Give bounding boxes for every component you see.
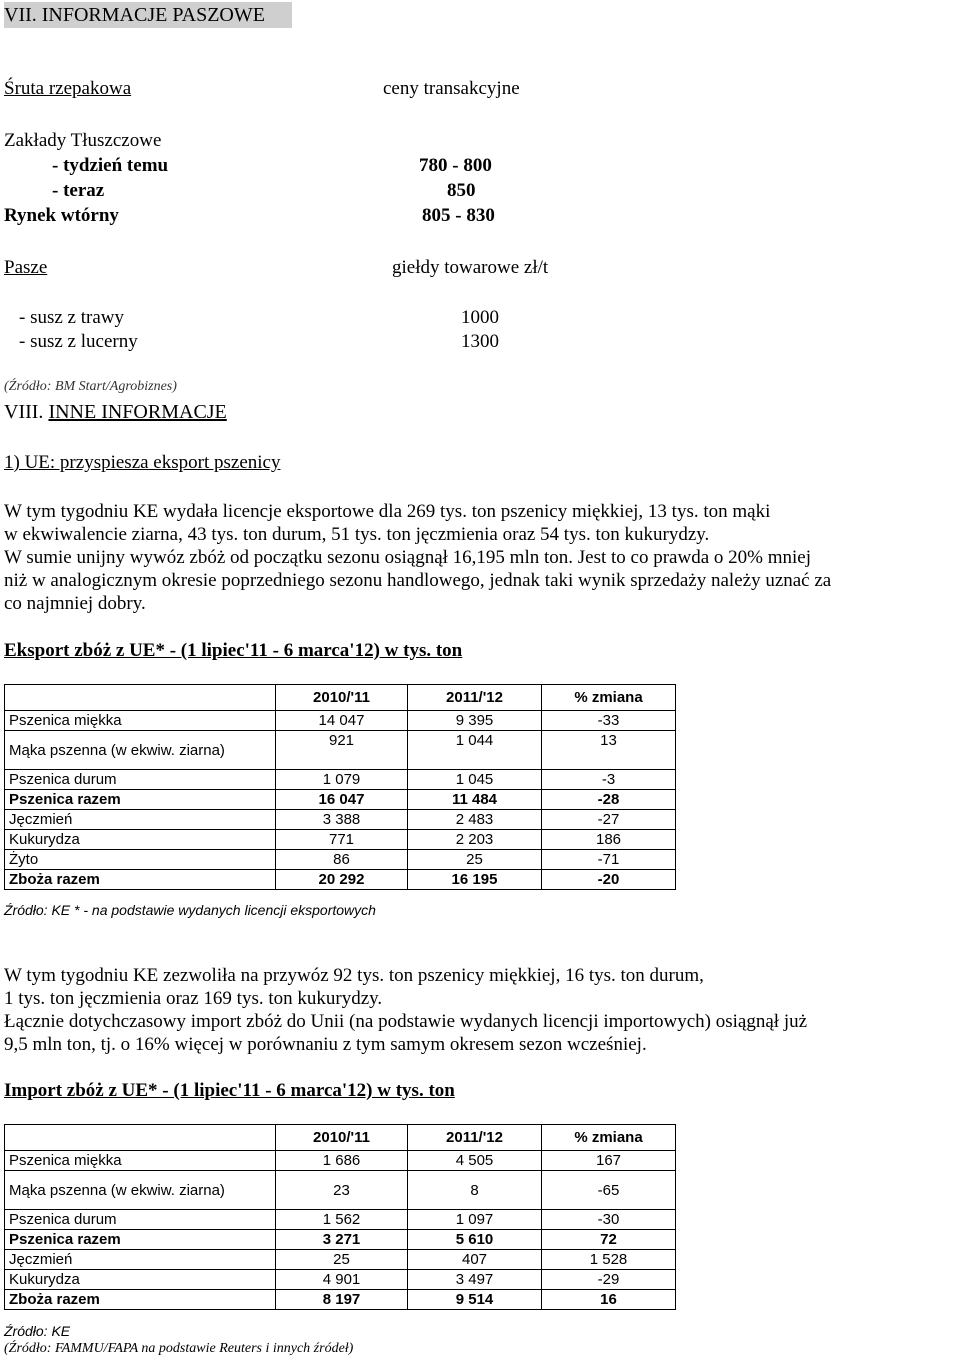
row-value: 1 686 xyxy=(276,1151,408,1171)
row-value: 1 097 xyxy=(408,1210,542,1230)
row-name: Mąka pszenna (w ekwiw. ziarna) xyxy=(5,731,276,770)
table-row xyxy=(5,810,676,830)
row-value: 11 484 xyxy=(408,790,542,810)
row-name: Pszenica razem xyxy=(5,790,276,810)
row-value: 3 271 xyxy=(276,1230,408,1250)
row-value: -71 xyxy=(542,850,676,870)
meal-subtitle: ceny transakcyjne xyxy=(383,78,520,99)
row-name: Pszenica razem xyxy=(5,1230,276,1250)
meal-plants-label: Zakłady Tłuszczowe xyxy=(4,130,162,151)
row-value: 1 044 xyxy=(408,731,542,770)
row-value: 2 203 xyxy=(408,830,542,850)
row-value: 72 xyxy=(542,1230,676,1250)
export-table-source: Źródło: KE * - na podstawie wydanych licencji eksportowych xyxy=(4,902,376,918)
table-row xyxy=(5,830,676,850)
section-viii-prefix: VIII. xyxy=(4,401,44,423)
news1-title: 1) UE: przyspiesza eksport pszenicy xyxy=(4,452,281,473)
row-value: 1 528 xyxy=(542,1250,676,1270)
header-cell: % zmiana xyxy=(542,685,676,711)
header-cell xyxy=(5,1125,276,1151)
news2-line: W tym tygodniu KE zezwoliła na przywóz 92 tys. ton pszenicy miękkiej, 16 tys. ton durum, xyxy=(4,965,704,986)
table-row xyxy=(5,1250,676,1270)
feed-title: Pasze xyxy=(4,257,48,278)
table-row xyxy=(5,1151,676,1171)
feed-row-grass-value: 1000 xyxy=(461,307,499,328)
news2-line: Łącznie dotychczasowy import zbóż do Unii (na podstawie wydanych licencji importowych) osiągnął już xyxy=(4,1011,808,1032)
import-table-title: Import zbóż z UE* - (1 lipiec'11 - 6 marca'12) w tys. ton xyxy=(4,1080,455,1101)
news1-line: w ekwiwalencie ziarna, 43 tys. ton durum, 51 tys. ton jęczmienia oraz 54 tys. ton kukurydzy. xyxy=(4,524,710,545)
import-table-source-2: (Źródło: FAMMU/FAPA na podstawie Reuters i innych źródeł) xyxy=(4,1341,354,1356)
row-name: Kukurydza xyxy=(5,830,276,850)
row-value: -65 xyxy=(542,1171,676,1210)
news1-line: co najmniej dobry. xyxy=(4,593,146,614)
row-value: 25 xyxy=(408,850,542,870)
news2-paragraph xyxy=(4,964,954,1056)
news1-line: W tym tygodniu KE wydała licencje eksportowe dla 269 tys. ton pszenicy miękkiej, 13 tys. ton mąki xyxy=(4,501,771,522)
row-value: -27 xyxy=(542,810,676,830)
section-vii-title: VII. INFORMACJE PASZOWE xyxy=(4,4,265,26)
row-name: Kukurydza xyxy=(5,1270,276,1290)
header-cell: 2010/'11 xyxy=(276,685,408,711)
news2-line: 1 tys. ton jęczmienia oraz 169 tys. ton kukurydzy. xyxy=(4,988,383,1009)
row-value: 13 xyxy=(542,731,676,770)
export-table-title: Eksport zbóż z UE* - (1 lipiec'11 - 6 marca'12) w tys. ton xyxy=(4,640,463,661)
export-table xyxy=(4,684,676,890)
meal-row-now-label: - teraz xyxy=(52,180,105,201)
row-value: 3 388 xyxy=(276,810,408,830)
row-value: 1 045 xyxy=(408,770,542,790)
table-row xyxy=(5,1270,676,1290)
row-value: 9 395 xyxy=(408,711,542,731)
table-row xyxy=(5,770,676,790)
import-table-source: Źródło: KE xyxy=(4,1323,71,1339)
header-cell: 2011/'12 xyxy=(408,1125,542,1151)
row-value: 771 xyxy=(276,830,408,850)
table-row xyxy=(5,1290,676,1310)
row-value: 186 xyxy=(542,830,676,850)
meal-title: Śruta rzepakowa xyxy=(4,78,132,99)
row-name: Pszenica miękka xyxy=(5,1151,276,1171)
feed-row-grass-label: - susz z trawy xyxy=(19,307,124,328)
table-header-row xyxy=(5,685,676,711)
row-name: Jęczmień xyxy=(5,810,276,830)
row-value: 2 483 xyxy=(408,810,542,830)
table-row xyxy=(5,850,676,870)
row-name: Pszenica durum xyxy=(5,770,276,790)
header-cell: % zmiana xyxy=(542,1125,676,1151)
row-value: 16 xyxy=(542,1290,676,1310)
row-value: 921 xyxy=(276,731,408,770)
row-value: -3 xyxy=(542,770,676,790)
header-cell: 2010/'11 xyxy=(276,1125,408,1151)
row-value: 8 197 xyxy=(276,1290,408,1310)
row-value: -28 xyxy=(542,790,676,810)
news1-paragraph xyxy=(4,500,954,615)
row-value: 1 079 xyxy=(276,770,408,790)
row-value: 5 610 xyxy=(408,1230,542,1250)
row-name: Jęczmień xyxy=(5,1250,276,1270)
news1-line: W sumie unijny wywóz zbóż od początku sezonu osiągnął 16,195 mln ton. Jest to co prawda o 20% mniej xyxy=(4,547,811,568)
row-value: 4 505 xyxy=(408,1151,542,1171)
row-value: -20 xyxy=(542,870,676,890)
news1-line: niż w analogicznym okresie poprzedniego sezonu handlowego, jednak taki wynik sprzedaży należy uznać za xyxy=(4,570,832,591)
row-value: -33 xyxy=(542,711,676,731)
import-table xyxy=(4,1124,676,1310)
table-row xyxy=(5,1230,676,1250)
row-value: 9 514 xyxy=(408,1290,542,1310)
row-value: 86 xyxy=(276,850,408,870)
row-name: Zboża razem xyxy=(5,1290,276,1310)
table-row xyxy=(5,711,676,731)
table-row xyxy=(5,870,676,890)
row-value: 167 xyxy=(542,1151,676,1171)
news2-line: 9,5 mln ton, tj. o 16% więcej w porównaniu z tym samym okresem sezon wcześniej. xyxy=(4,1034,647,1055)
row-name: Mąka pszenna (w ekwiw. ziarna) xyxy=(5,1171,276,1210)
row-value: 1 562 xyxy=(276,1210,408,1230)
table-row xyxy=(5,1171,676,1210)
row-value: 25 xyxy=(276,1250,408,1270)
row-value: 4 901 xyxy=(276,1270,408,1290)
feed-row-lucerne-value: 1300 xyxy=(461,331,499,352)
header-cell xyxy=(5,685,276,711)
section-vii-header xyxy=(4,2,292,28)
row-value: 14 047 xyxy=(276,711,408,731)
meal-row-now-value: 850 xyxy=(447,180,476,201)
row-value: -30 xyxy=(542,1210,676,1230)
row-value: 16 195 xyxy=(408,870,542,890)
section-viii-title: INNE INFORMACJE xyxy=(48,401,227,423)
table-row xyxy=(5,1210,676,1230)
row-value: -29 xyxy=(542,1270,676,1290)
row-name: Zboża razem xyxy=(5,870,276,890)
meal-secondary-value: 805 - 830 xyxy=(422,205,495,226)
header-cell: 2011/'12 xyxy=(408,685,542,711)
feed-row-lucerne-label: - susz z lucerny xyxy=(19,331,138,352)
row-value: 16 047 xyxy=(276,790,408,810)
meal-secondary-label: Rynek wtórny xyxy=(4,205,119,226)
row-name: Żyto xyxy=(5,850,276,870)
meal-row-week-label: - tydzień temu xyxy=(52,155,169,176)
section-viii-header xyxy=(4,401,227,424)
table-row xyxy=(5,731,676,770)
feed-subtitle: giełdy towarowe zł/t xyxy=(392,257,549,278)
table-header-row xyxy=(5,1125,676,1151)
feed-source: (Źródło: BM Start/Agrobiznes) xyxy=(4,379,177,394)
row-value: 407 xyxy=(408,1250,542,1270)
row-value: 3 497 xyxy=(408,1270,542,1290)
row-value: 23 xyxy=(276,1171,408,1210)
meal-row-week-value: 780 - 800 xyxy=(419,155,492,176)
row-name: Pszenica durum xyxy=(5,1210,276,1230)
row-value: 20 292 xyxy=(276,870,408,890)
row-value: 8 xyxy=(408,1171,542,1210)
table-row xyxy=(5,790,676,810)
row-name: Pszenica miękka xyxy=(5,711,276,731)
